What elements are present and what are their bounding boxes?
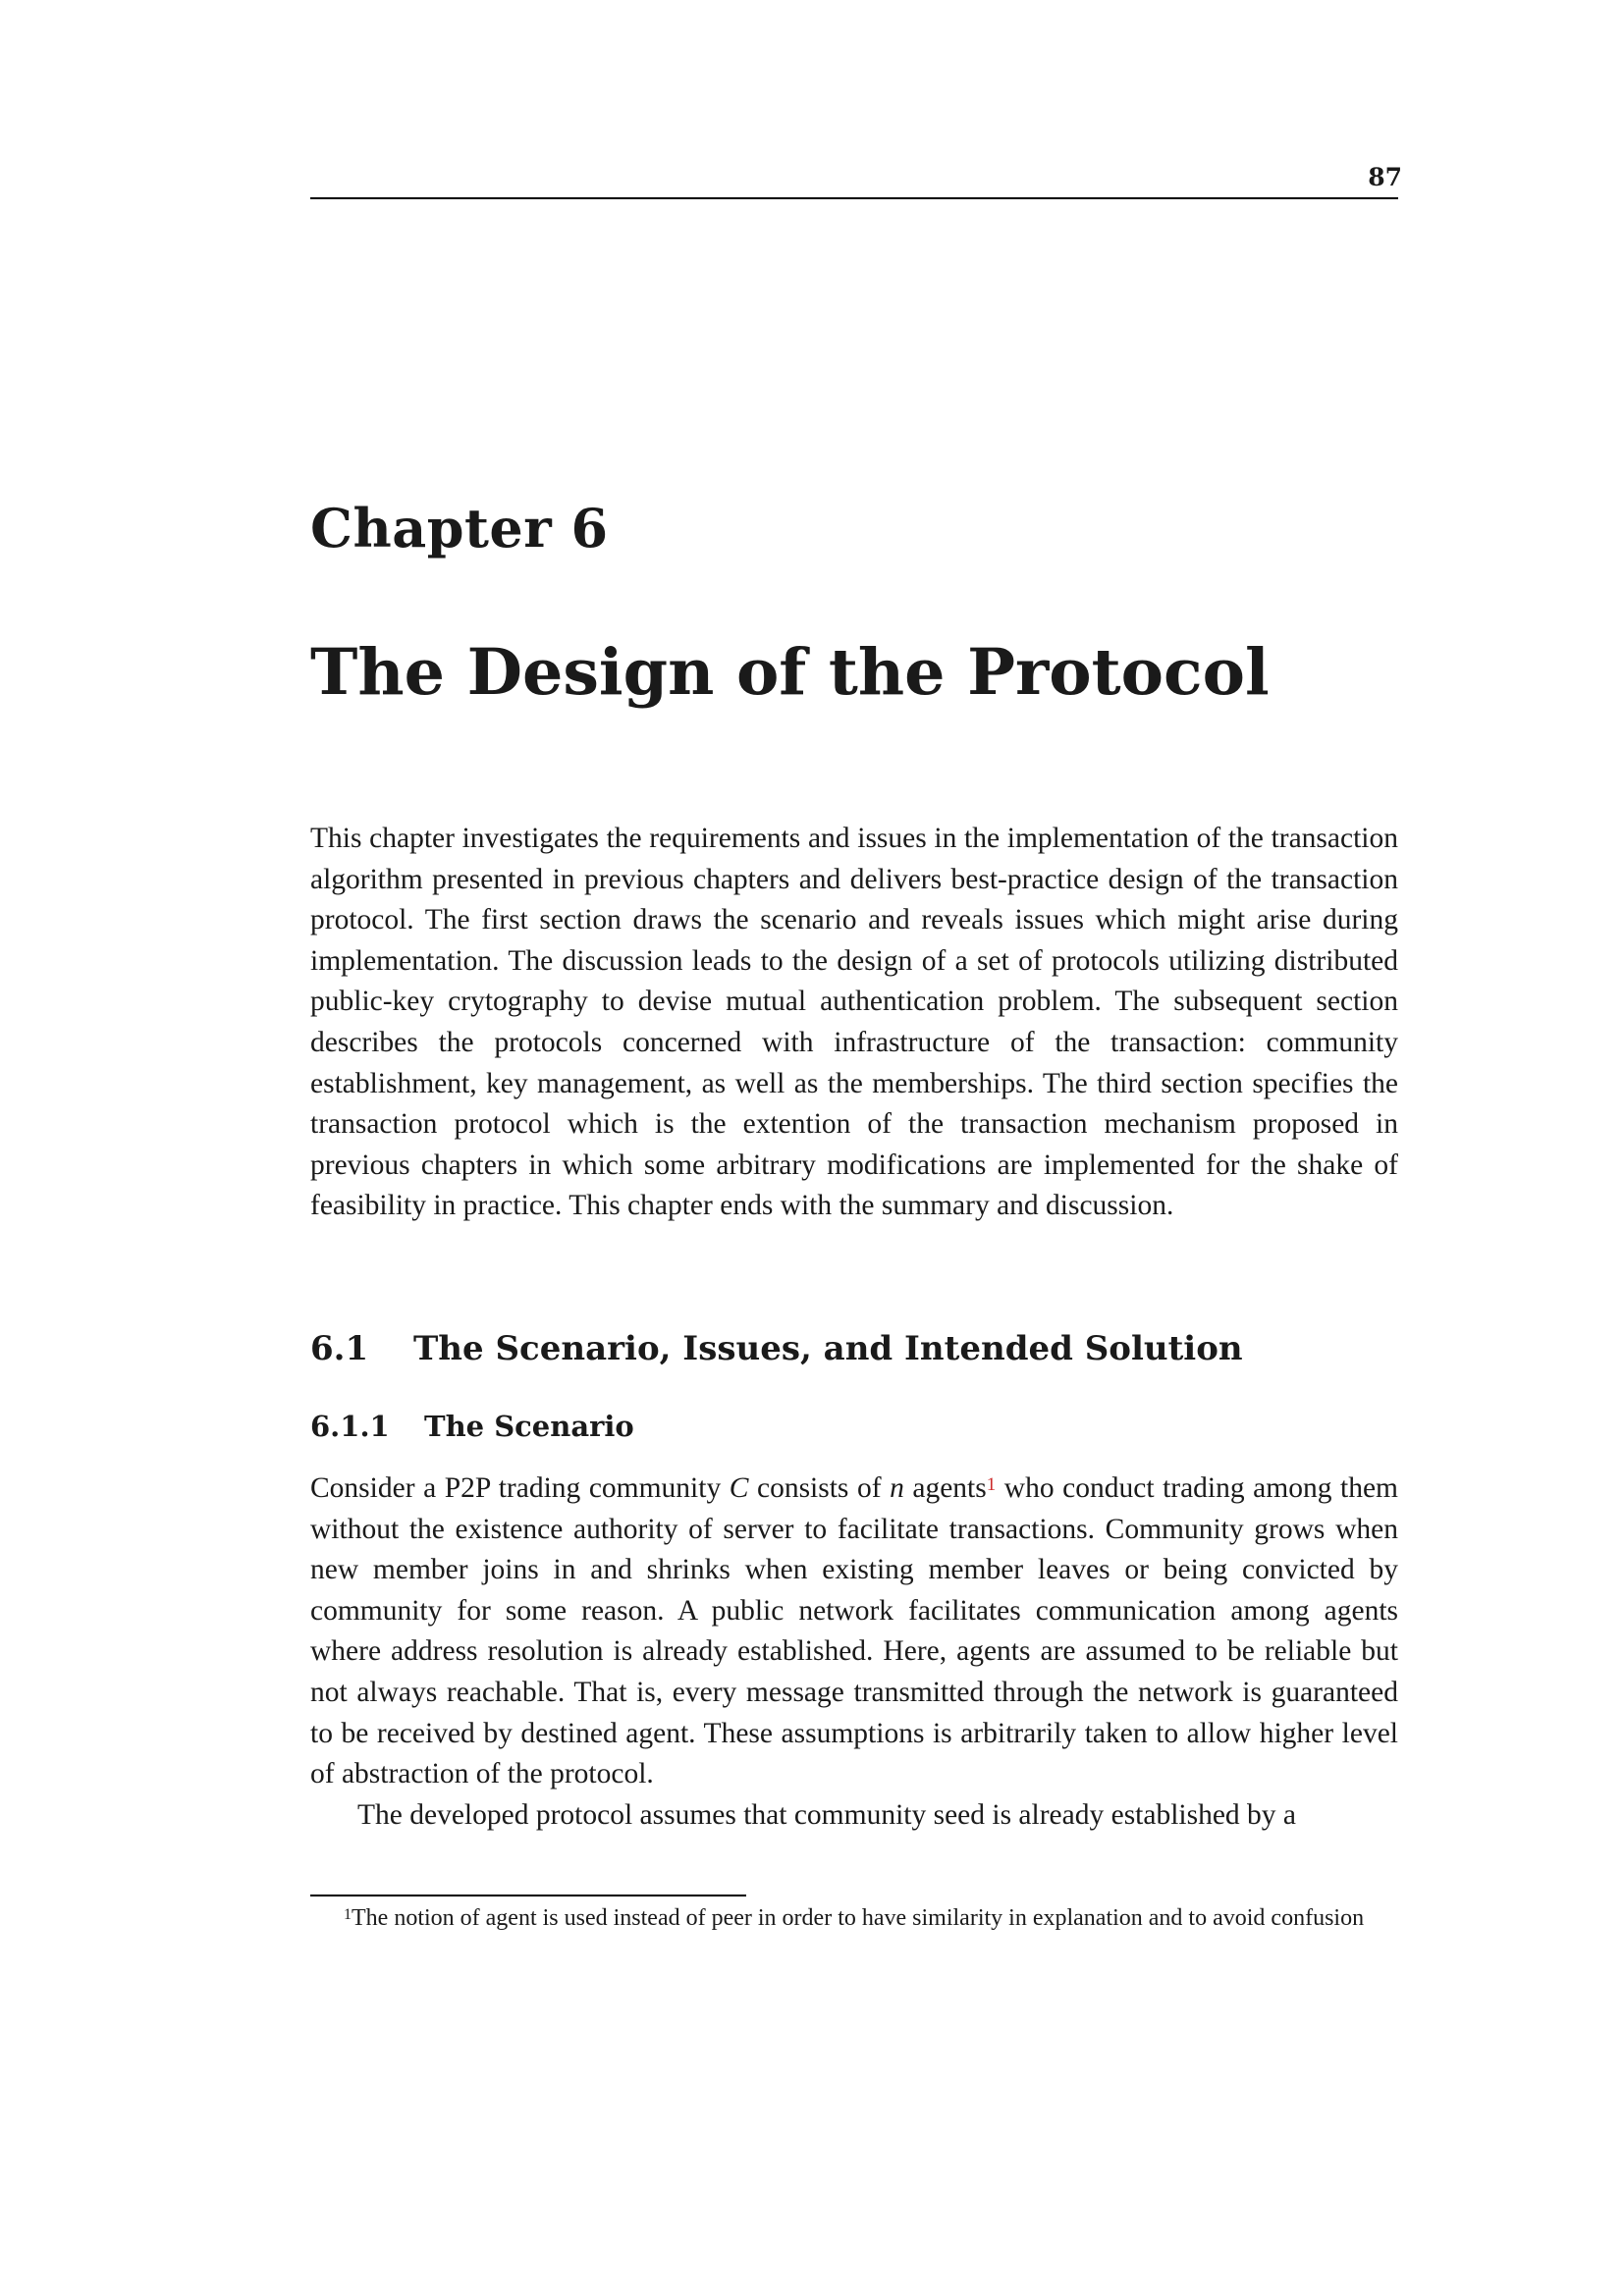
header-rule	[310, 197, 1398, 199]
scenario-text	[310, 1468, 1398, 1836]
section-heading	[310, 1324, 1243, 1373]
math-var-c: C	[729, 1472, 749, 1504]
section-title: The Scenario, Issues, and Intended Solution	[413, 1329, 1243, 1368]
scenario-paragraph-2: The developed protocol assumes that community seed is already established by a	[357, 1798, 1297, 1831]
scenario-text-a: Consider a P2P trading community	[310, 1472, 730, 1504]
footnote-rule	[310, 1895, 746, 1896]
chapter-title: The Design of the Protocol	[310, 635, 1270, 710]
scenario-text-b: consists of	[748, 1472, 891, 1504]
subsection-number: 6.1.1	[310, 1410, 390, 1443]
intro-paragraph: This chapter investigates the requirements and issues in the implementation of the transaction algorithm presented in previous chapters and delivers best-practice design of the transaction protocol. The first section draws the scenario and reveals issues which might arise during implementation. The discussion leads to the design of a set of protocols utilizing distributed public-key crytography to devise mutual authentication problem. The subsequent section describes the protocols concerned with infrastructure of the transaction: community establishment, key management, as well as the memberships. The third section specifies the transaction protocol which is the extention of the transaction mechanism proposed in previous chapters in which some arbitrary modifications are implemented for the shake of feasibility in practice. This chapter ends with the summary and discussion.	[310, 823, 1398, 1222]
math-var-n: n	[890, 1472, 904, 1504]
scenario-paragraph-1	[310, 1468, 1398, 1795]
footnote-mark: 1	[344, 1906, 352, 1923]
scenario-text-d: who conduct trading among them without the existence authority of server to facilitate transactions. Community grows when new member joins in and shrinks when existing member leaves or being convicted by community for some reason. A public network facilitates communication among agents where address resolution is already established. Here, agents are assumed to be reliable but not always reachable. That is, every message transmitted through the network is guaranteed to be received by destined agent. These assumptions is arbitrarily taken to allow higher level of abstraction of the protocol.	[310, 1472, 1398, 1790]
subsection-title: The Scenario	[424, 1410, 634, 1443]
footnote	[310, 1902, 1398, 1934]
footnote-link[interactable]: 1	[986, 1474, 997, 1495]
scenario-text-c: agents	[903, 1472, 987, 1504]
subsection-heading	[310, 1406, 634, 1447]
page-number: 87	[1368, 163, 1402, 191]
section-number: 6.1	[310, 1329, 369, 1368]
chapter-label: Chapter 6	[310, 497, 609, 560]
footnote-text: The notion of agent is used instead of peer in order to have similarity in explanation and to avoid confusion	[352, 1905, 1365, 1931]
